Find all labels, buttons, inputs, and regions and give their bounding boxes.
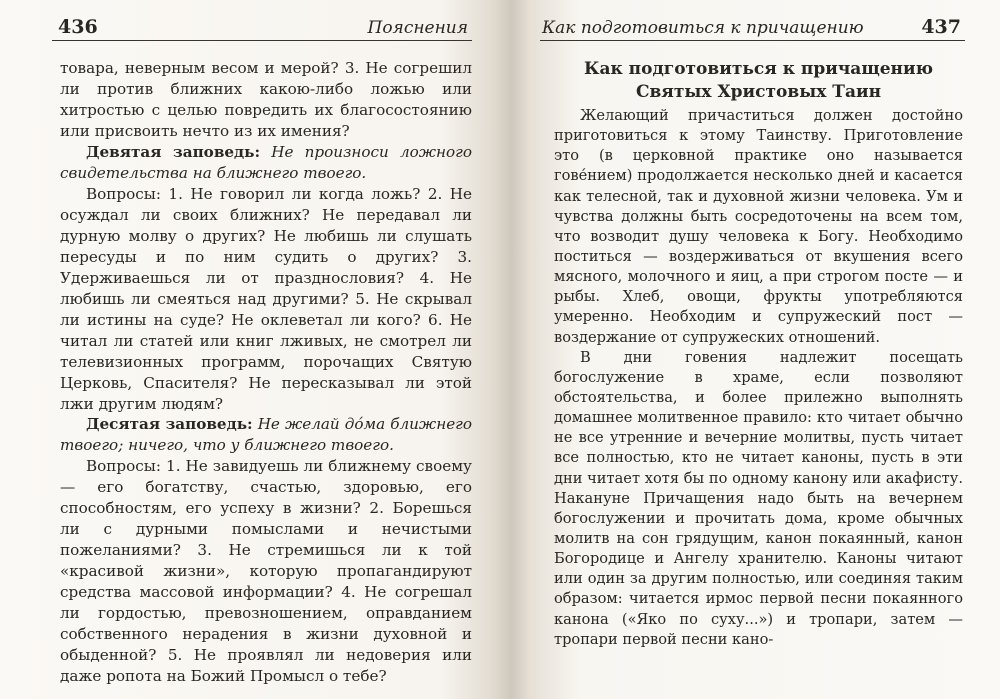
commandment-text: Не произноси ложного свидетельства на ближнего твоего. bbox=[60, 142, 473, 182]
left-page-header bbox=[52, 16, 472, 41]
right-page-number: 437 bbox=[921, 16, 961, 38]
right-page-header bbox=[540, 16, 965, 41]
paragraph: Желающий причаститься должен достойно приготовиться к этому Таинству. Приготовление это (в церковной практике оно называется гове́нием) продолжается несколько дней и касается как телесной, так и духовной жизни человека. Ум и чувства должны быть сосредоточены на всем том, что возводит душу человека к Богу. Необходимо поститься — воздерживаться от вкушения всего мясного, молочного и яиц, а при строгом посте — и рыбы. Хлеб, овощи, фрукты употребляются умеренно. Необходим и супружеский пост — воздержание от супружеских отношений. bbox=[554, 107, 963, 346]
right-page-body bbox=[554, 58, 963, 650]
section-title-line-2: Святых Христовых Таин bbox=[635, 82, 882, 102]
ninth-commandment bbox=[60, 142, 472, 184]
commandment-text: Не желай до́ма ближнего твоего; ничего, что у ближнего твоего. bbox=[60, 415, 473, 455]
left-running-head: Пояснения bbox=[367, 18, 468, 38]
commandment-label: Десятая заповедь: bbox=[86, 415, 253, 434]
paragraph: Вопросы: 1. Не говорил ли когда ложь? 2. Не осуждал ли своих ближних? Не передавал ли дурную молву о других? Не любишь ли слушать пересуды и по ним судить о других? 3. Удерживаешься ли от празднословия? 4. Не любишь ли смеяться над другими? 5. Не скрывал ли истины на суде? Не оклеветал ли кого? 6. Не читал ли статей или книг лживых, не смотрел ли телевизионных программ, порочащих Святую Церковь, Спасителя? Не пересказывал ли этой лжи другим людям? bbox=[60, 184, 472, 413]
section-title bbox=[554, 58, 963, 104]
right-page bbox=[540, 0, 965, 699]
right-running-head: Как подготовиться к причащению bbox=[542, 18, 864, 38]
left-page bbox=[52, 0, 472, 699]
paragraph: В дни говения надлежит посещать богослужение в храме, если позволяют обстоятельства, и более прилежно выполнять домашнее молитвенное правило: кто читает обычно не все утренние и вечерние молитвы, пусть читает все полностью, кто не читает каноны, пусть в эти дни читает хотя бы по одному канону или акафисту. Накануне Причащения надо быть на вечернем богослужении и прочитать дома, кроме обычных молитв на сон грядущим, канон покаянный, канон Богородице и Ангелу хранителю. Каноны читают или один за другим полностью, или соединяя таким образом: читается ирмос первой песни покаянного канона («Яко по суху...») и тропари, затем — тропари первой песни кано- bbox=[554, 348, 963, 648]
tenth-commandment bbox=[60, 414, 472, 456]
paragraph: Вопросы: 1. Не завидуешь ли ближнему своему — его богатству, счастью, здоровью, его способностям, его успеху в жизни? 2. Борешься ли с дурными помыслами и нечистыми пожеланиями? 3. Не стремишься ли к той «красивой жизни», которую пропагандируют средства массовой информации? 4. Не согрешал ли гордостью, превозношением, оправданием собственного нерадения в жизни духовной и обыденной? 5. Не проявлял ли недоверия или даже ропота на Божий Промысл о тебе? bbox=[60, 457, 472, 686]
left-page-body bbox=[60, 58, 472, 687]
section-title-line-1: Как подготовиться к причащению bbox=[583, 59, 934, 79]
commandment-label: Девятая заповедь: bbox=[86, 142, 261, 161]
paragraph: товара, неверным весом и мерой? 3. Не согрешил ли против ближних какою-либо ложью или хитростью с целью повредить их благосостоянию или присвоить нечто из их имения? bbox=[60, 59, 472, 140]
left-page-number: 436 bbox=[58, 16, 98, 38]
